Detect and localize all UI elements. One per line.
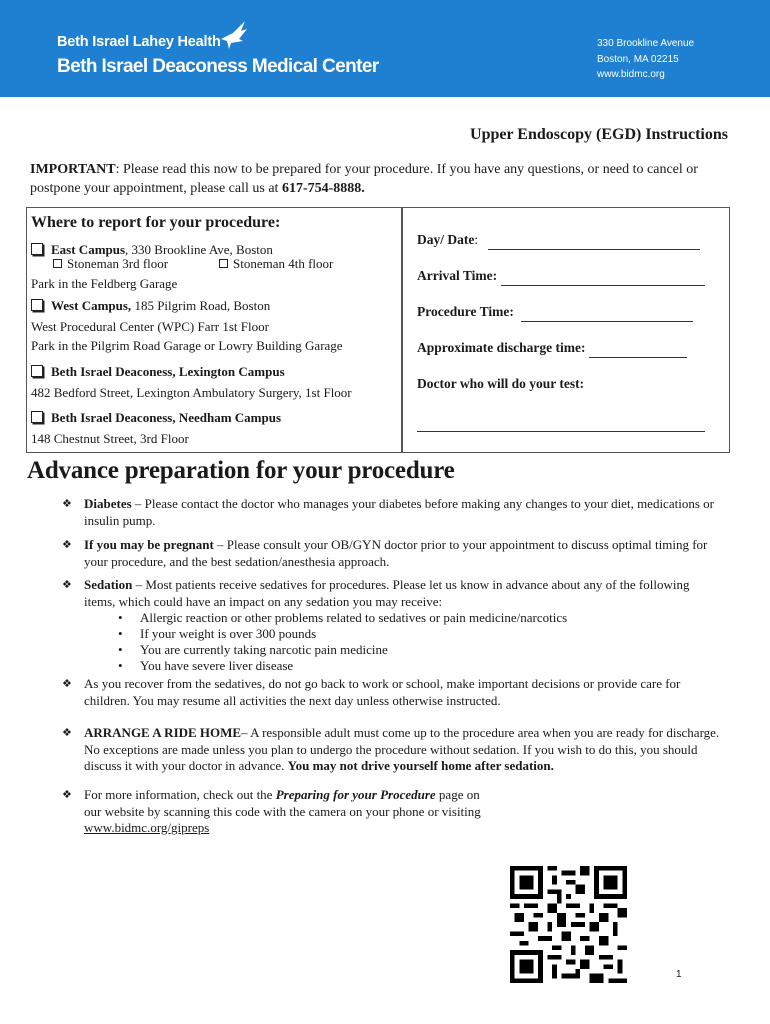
org-name-hospital: Beth Israel Deaconess Medical Center: [57, 56, 379, 77]
diamond-bullet-icon: ❖: [62, 578, 72, 591]
org-name-parent: Beth Israel Lahey Health: [57, 34, 221, 50]
procedure-time-blank[interactable]: [521, 305, 693, 322]
stoneman-3rd-option[interactable]: [53, 256, 168, 272]
discharge-time-blank[interactable]: [589, 341, 687, 358]
needham-campus-option[interactable]: [31, 410, 281, 426]
small-checkbox-icon[interactable]: [219, 259, 228, 268]
qr-code-icon[interactable]: [510, 866, 627, 983]
doctor-blank[interactable]: [417, 415, 705, 432]
needham-address: 148 Chestnut Street, 3rd Floor: [31, 431, 189, 446]
doctor-label: Doctor who will do your test:: [417, 376, 585, 391]
header-banner: [0, 0, 770, 97]
ride-home-label: ARRANGE A RIDE HOME: [84, 725, 242, 740]
preparing-page-title: Preparing for your Procedure: [275, 787, 436, 802]
sedation-sub-text: If your weight is over 300 pounds: [140, 626, 317, 641]
diabetes-text: – Please contact the doctor who manages your diabetes before making any changes to your diet, medications or insulin pump.: [84, 496, 714, 528]
checkbox-icon[interactable]: [31, 243, 43, 255]
checkbox-icon[interactable]: [31, 299, 43, 311]
phone-number: 617-754-8888.: [281, 181, 365, 196]
west-procedural-center: West Procedural Center (WPC) Farr 1st Floor: [31, 319, 269, 334]
address-website[interactable]: www.bidmc.org: [597, 69, 665, 80]
more-info-text: page on our website by scanning this code with the camera on your phone or visiting: [84, 787, 481, 819]
sedation-label: Sedation: [84, 577, 133, 592]
lexington-campus-name: Beth Israel Deaconess, Lexington Campus: [51, 364, 285, 379]
pregnant-label: If you may be pregnant: [84, 537, 214, 552]
sedation-sub-item: • You are currently taking narcotic pain medicine: [118, 642, 388, 657]
diamond-bullet-icon: ❖: [62, 677, 72, 690]
checkbox-icon[interactable]: [31, 411, 43, 423]
sedation-sub-item: • Allergic reaction or other problems related to sedatives or pain medicine/narcotics: [118, 610, 568, 625]
stoneman-4th-option[interactable]: [219, 256, 333, 272]
doctor-field: [417, 376, 584, 392]
day-date-label: Day/ Date: [417, 232, 475, 247]
page-number: 1: [676, 969, 682, 980]
document-title: Upper Endoscopy (EGD) Instructions: [470, 126, 728, 143]
hospital-address: [597, 36, 694, 83]
address-city: Boston, MA 02215: [597, 53, 679, 65]
diabetes-label: Diabetes: [84, 496, 132, 511]
arrival-time-blank[interactable]: [501, 269, 705, 286]
report-location-box: [26, 207, 402, 453]
lexington-campus-option[interactable]: [31, 364, 285, 380]
west-campus-option[interactable]: [31, 298, 270, 314]
diamond-bullet-icon: ❖: [62, 538, 72, 551]
diamond-bullet-icon: ❖: [62, 497, 72, 510]
diabetes-item: [62, 496, 722, 529]
important-notice: [30, 160, 720, 198]
sedation-sub-item: • If your weight is over 300 pounds: [118, 626, 317, 641]
doctor-blank-row[interactable]: [417, 414, 705, 432]
lexington-address: 482 Bedford Street, Lexington Ambulatory Surgery, 1st Floor: [31, 385, 352, 400]
recovery-item: [62, 676, 722, 709]
diamond-bullet-icon: ❖: [62, 726, 72, 739]
appointment-details-box: [402, 207, 730, 453]
stoneman-3rd-label: Stoneman 3rd floor: [67, 256, 169, 271]
day-date-colon: :: [474, 232, 479, 247]
more-info-item: [62, 787, 492, 837]
day-date-blank[interactable]: [488, 233, 700, 250]
diamond-bullet-icon: ❖: [62, 788, 72, 801]
procedure-time-label: Procedure Time:: [417, 304, 514, 319]
pregnant-item: [62, 537, 722, 570]
sedation-sub-item: • You have severe liver disease: [118, 658, 294, 673]
day-date-field[interactable]: [417, 232, 700, 250]
east-parking: Park in the Feldberg Garage: [31, 276, 178, 291]
pregnant-text: – Please consult your OB/GYN doctor prior to your appointment to discuss optimal timing for your procedure, and the best sedation/anesthesia approach.: [84, 537, 708, 569]
report-heading: Where to report for your procedure:: [31, 214, 281, 231]
sedation-sub-text: You have severe liver disease: [140, 658, 294, 673]
sedation-text: – Most patients receive sedatives for procedures. Please let us know in advance about any of the following items, which could have an impact on any sedation you may receive:: [84, 577, 690, 609]
stoneman-4th-label: Stoneman 4th floor: [233, 256, 334, 271]
east-campus-name: East Campus: [51, 242, 126, 257]
discharge-time-label: Approximate discharge time:: [417, 340, 586, 355]
west-parking: Park in the Pilgrim Road Garage or Lowry Building Garage: [31, 338, 343, 353]
west-campus-name: West Campus,: [51, 298, 132, 313]
west-campus-address: 185 Pilgrim Road, Boston: [131, 298, 271, 313]
sedation-sub-text: You are currently taking narcotic pain medicine: [140, 642, 388, 657]
ride-home-item: [62, 725, 722, 775]
bird-logo-icon: [219, 19, 249, 51]
arrival-time-field[interactable]: [417, 268, 705, 286]
needham-campus-name: Beth Israel Deaconess, Needham Campus: [51, 410, 282, 425]
more-info-intro: For more information, check out the: [84, 787, 276, 802]
arrival-time-label: Arrival Time:: [417, 268, 498, 283]
gipreps-link[interactable]: www.bidmc.org/gipreps: [84, 820, 210, 835]
recovery-text: As you recover from the sedatives, do not go back to work or school, make important decisions or provide care for children. You may resume all activities the next day unless otherwise instructed.: [84, 676, 681, 708]
sedation-sub-text: Allergic reaction or other problems related to sedatives or pain medicine/narcotics: [140, 610, 568, 625]
important-label: IMPORTANT: [30, 162, 116, 177]
east-campus-address: , 330 Brookline Ave, Boston: [125, 242, 273, 257]
small-checkbox-icon[interactable]: [53, 259, 62, 268]
important-text: : Please read this now to be prepared for your procedure. If you have any questions, or need to cancel or postpone your appointment, please call us at: [30, 162, 698, 196]
advance-prep-heading: Advance preparation for your procedure: [27, 457, 455, 484]
ride-home-text: – A responsible adult must come up to the procedure area when you are ready for discharge. No exceptions are made unless you plan to undergo the procedure without sedation. If you wish to do this, you should discuss it with your doctor in advance.: [84, 725, 720, 773]
checkbox-icon[interactable]: [31, 365, 43, 377]
procedure-time-field[interactable]: [417, 304, 693, 322]
address-street: 330 Brookline Avenue: [597, 38, 695, 49]
sedation-item: [62, 577, 722, 610]
no-driving-warning: You may not drive yourself home after sedation.: [287, 758, 554, 773]
discharge-time-field[interactable]: [417, 340, 687, 358]
